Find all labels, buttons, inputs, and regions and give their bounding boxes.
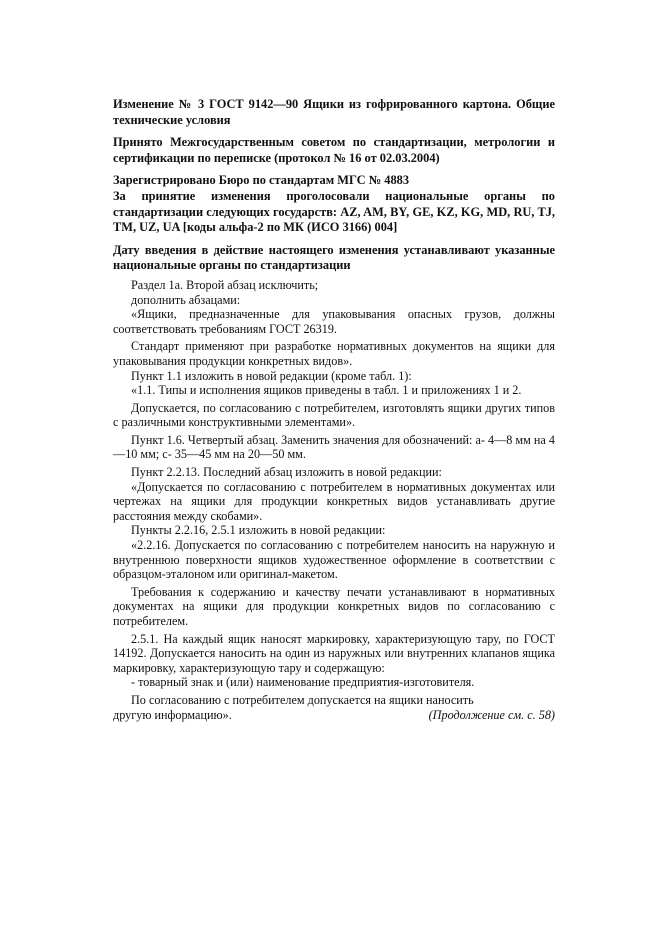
continuation-note: (Продолжение см. с. 58) — [428, 707, 555, 722]
last-line — [113, 708, 555, 723]
paragraph-standard-application: Стандарт применяют при разработке нормативных документов на ящики для упаковывания продукции конкретных видов». — [113, 339, 555, 368]
paragraph-item-1-1: Пункт 1.1 изложить в новой редакции (кроме табл. 1): — [131, 368, 412, 383]
paragraph-other-info-start: По согласованию с потребителем допускается на ящики наносить — [131, 692, 474, 707]
effective-date-note: Дату введения в действие настоящего изменения устанавливают указанные национальные органы по стандартизации — [113, 242, 555, 273]
paragraph-trademark: - товарный знак и (или) наименование предприятия-изготовителя. — [131, 675, 475, 690]
paragraph-item-2-2-16: «2.2.16. Допускается по согласованию с потребителем наносить на наружную и внутреннюю поверхности ящиков художественное оформление в соответствии с образцом-эталоном или оригинал-макетом. — [113, 538, 555, 582]
paragraph-item-1-6: Пункт 1.6. Четвертый абзац. Заменить значения для обозначений: а- 4—8 мм на 4—10 мм; с- 35—45 мм на 20—50 мм. — [113, 432, 555, 462]
adoption-note: Принято Межгосударственным советом по стандартизации, метрологии и сертификации по переписке (протокол № 16 от 02.03.2004) — [113, 135, 555, 165]
paragraph-staple-distance: «Допускается по согласованию с потребителем в нормативных документах или чертежах на ящики для продукции конкретных видов устанавливать другие расстояния между скобами». — [113, 479, 555, 523]
paragraph-print-quality: Требования к содержанию и качеству печати устанавливают в нормативных документах на ящики для продукции конкретных видов по согласованию с потребителем. — [113, 584, 555, 628]
paragraph-types-versions: «1.1. Типы и исполнения ящиков приведены в табл. 1 и приложениях 1 и 2. — [131, 383, 522, 398]
registration-note: Зарегистрировано Бюро по стандартам МГС № 4883 — [113, 173, 410, 188]
paragraph-items-2-2-16-2-5-1: Пункты 2.2.16, 2.5.1 изложить в новой редакции: — [131, 523, 386, 538]
paragraph-add-paragraphs: дополнить абзацами: — [131, 292, 241, 307]
paragraph-other-types: Допускается, по согласованию с потребителем, изготовлять ящики других типов с различными конструктивными элементами». — [113, 400, 555, 430]
amendment-title: Изменение № 3 ГОСТ 9142—90 Ящики из гофрированного картона. Общие технические условия — [113, 97, 555, 127]
paragraph-item-2-2-13: Пункт 2.2.13. Последний абзац изложить в новой редакции: — [131, 465, 442, 480]
document-page — [113, 97, 555, 722]
paragraph-other-info-end: другую информацию». — [113, 707, 232, 722]
paragraph-section-1a: Раздел 1а. Второй абзац исключить; — [131, 277, 319, 292]
voting-states-note: За принятие изменения проголосовали национальные органы по стандартизации следующих государств: AZ, AM, BY, GE, KZ, KG, MD, RU, TJ, TM, UZ, UA [коды альфа-2 по МК (ИСО 3166) 004] — [113, 188, 555, 235]
paragraph-dangerous-goods: «Ящики, предназначенные для упаковывания опасных грузов, должны соответствовать требованиям ГОСТ 26319. — [113, 307, 555, 336]
paragraph-item-2-5-1: 2.5.1. На каждый ящик наносят маркировку, характеризующую тару, по ГОСТ 14192. Допускается наносить на один из наружных или внутренних клапанов ящика маркировку, характеризующую тару и содержащую: — [113, 631, 555, 675]
